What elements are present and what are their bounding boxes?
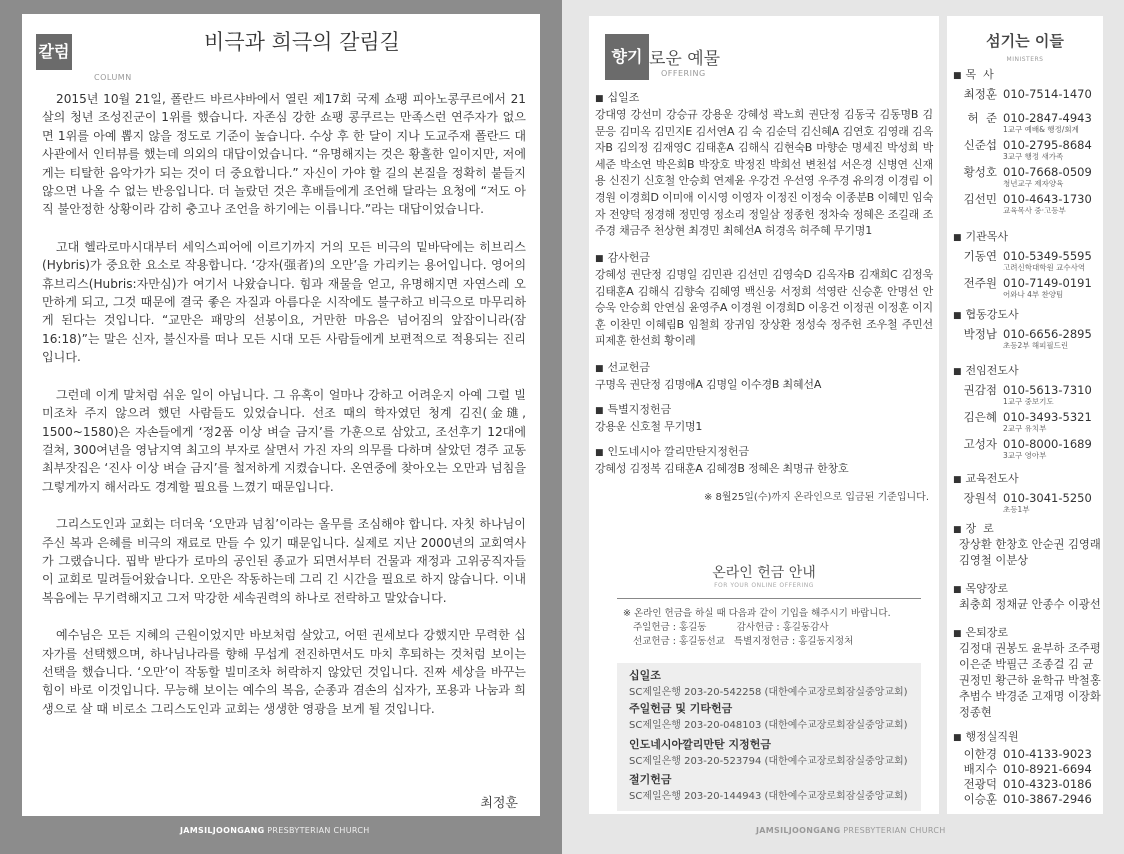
offering-section-tithe <box>595 90 933 240</box>
minister-row <box>953 111 1101 134</box>
online-offering-subtitle: FOR YOUR ONLINE OFFERING <box>714 582 814 589</box>
account-item <box>629 771 908 802</box>
minister-role: 청년교구 제자양육 <box>1003 179 1064 188</box>
minister-phone: 010-4643-1730 <box>1003 192 1092 206</box>
minister-name: 황성호 <box>963 165 997 179</box>
account-item <box>629 700 908 731</box>
section-names: 구명옥 권단정 김명애A 김명일 이수경B 최혜선A <box>595 378 822 391</box>
section-heading: ■ 기관목사 <box>953 230 1101 245</box>
minister-role: 고려신학대학원 교수사역 <box>1003 263 1086 272</box>
column-paragraph: 예수님은 모든 지혜의 근원이었지만 바보처럼 살았고, 어떤 권세보다 강했지만 무력한 십자가를 선택했으며, 하나님나라를 향해 무섭게 전진하면서도 마치 후퇴하는 것처럼 보이는 선택을 했습니다. ‘오만’이 작동할 빌미조차 허락하지 않았던 것입니다. 진짜 세상을 바꾸는 힘이 바로 이것입니다. 무능해 보이는 예수의 복음, 순종과 겸손의 십자가, 포용과 나눔과 희생으로 살 때 비로소 그리스도인과 교회는 생생한 영광을 보게 될 것입니다. <box>42 628 526 716</box>
offering-tag-subtitle: OFFERING <box>661 69 706 78</box>
minister-row <box>953 410 1101 433</box>
ministers-retired-elders <box>953 626 1101 721</box>
offering-title-rest: 로운 예물 <box>649 49 721 69</box>
minister-phone: 010-5613-7310 <box>1003 383 1092 397</box>
minister-row <box>953 87 1101 101</box>
minister-phone: 010-2795-8684 <box>1003 138 1092 152</box>
account-name: 주일헌금 및 기타헌금 <box>629 702 733 715</box>
minister-row <box>953 276 1101 299</box>
minister-name: 장원석 <box>963 491 997 505</box>
account-name: 인도네시아깔리만탄 지정헌금 <box>629 738 771 751</box>
account-name: 절기헌금 <box>629 773 672 786</box>
section-heading: ■ 전임전도사 <box>953 364 1101 379</box>
minister-phone: 010-3041-5250 <box>1003 491 1092 505</box>
minister-row <box>953 383 1101 406</box>
minister-name: 전주원 <box>963 276 997 290</box>
minister-name: 기동연 <box>963 249 997 263</box>
staff-row <box>953 792 1101 806</box>
offering-panel <box>589 16 939 814</box>
column-paragraph: 고대 헬라로마시대부터 세익스피어에 이르기까지 거의 모든 비극의 밑바닥에는 히브리스(Hybris)가 중요한 요소로 작용합니다. ‘강자(强者)의 오만’을 가리키는 용어입니다. 영어의 휴브리스(Hubris:자만심)가 여기서 나왔습니다. 힘과 재물을 얻고, 유명해지면 자연스레 오만하게 되고, 그것 때문에 결국 좋은 자질과 아름다운 시작에도 불구하고 비극으로 마무리하게 된다는 것입니다. “교만은 패망의 선봉이요, 거만한 마음은 넘어짐의 앞잡이니라(잠 16:18)”는 말은 신자, 불신자를 떠나 모든 시대 모든 사람들에게 보편적으로 적용되는 진리입니다. <box>42 239 526 365</box>
ministers-coop <box>953 308 1101 350</box>
minister-name: 고성자 <box>963 437 997 451</box>
minister-row <box>953 165 1101 188</box>
ministers-evangelists <box>953 364 1101 460</box>
staff-name: 배지수 <box>963 762 997 776</box>
online-offering-title: 온라인 헌금 안내 <box>712 565 816 581</box>
section-heading: ■ 특별지정헌금 <box>595 402 933 419</box>
account-name: 십일조 <box>629 669 661 682</box>
offering-section-mission <box>595 360 933 394</box>
minister-phone: 010-5349-5595 <box>1003 249 1092 263</box>
section-names: 강혜성 권단정 김명일 김민관 김선민 김영숙D 김옥자B 김재희C 김정욱 김태훈A 김해식 김향숙 김혜영 백신웅 서정희 석영란 신승훈 안명선 안승욱 안승희 안연심 윤영주A 이경원 이경희D 이옹건 이정권 이정훈 이지훈 이찬민 이혜림B 임철희 장귀임 장상환 정성숙 정주헌 조우철 주민선 피제훈 한선희 황이레 <box>595 268 933 348</box>
ministers-subtitle: MINISTERS <box>1006 56 1044 63</box>
minister-phone: 010-2847-4943 <box>1003 111 1092 125</box>
section-names: 강대영 강선미 강승규 강용운 강혜성 곽노희 권단정 김동국 김동명B 김문응 김미옥 김민지E 김서연A 김 숙 김순덕 김신혜A 김연호 김영래 김옥자B 김의정 김재영C 김태훈A 김해식 김현숙B 마향순 명세진 박성희 박세준 박소연 박은희B 박장호 박정진 박희선 변천섭 서은경 신병연 신재용 신진기 신호철 안승희 연제윤 우강건 우선영 우주경 유의경 이경림 이경원 이경희D 이미애 이시영 이영자 이정진 이정숙 이종분B 이혜민 임숙자 전양덕 정경해 정민영 정소리 정일삼 정종헌 정차숙 정혜은 조길래 조주경 채금주 천상현 최경민 최혜선A 허경옥 허주혜 무기명1 <box>595 108 933 238</box>
minister-row <box>953 327 1101 350</box>
section-heading: ■ 행정실직원 <box>953 730 1101 745</box>
staff-row <box>953 762 1101 776</box>
minister-role: 초등2부 해피필드린 <box>1003 341 1069 350</box>
staff-phone: 010-3867-2946 <box>1003 792 1092 806</box>
minister-name: 허 준 <box>967 111 997 125</box>
ministers-institution <box>953 230 1101 299</box>
section-heading: ■ 협동강도사 <box>953 308 1101 323</box>
section-heading: ■ 은퇴장로 <box>953 626 1101 641</box>
minister-phone: 010-7149-0191 <box>1003 276 1092 290</box>
column-paragraph: 2015년 10월 21일, 폴란드 바르샤바에서 열린 제17회 국제 쇼팽 피아노콩쿠르에서 21살의 청년 조성진군이 1위를 했습니다. 자존심 강한 쇼팽 콩쿠르는 만족스런 연주자가 없으면 1위를 아예 뽑지 않을 정도로 기준이 높습니다. 수상 후 한 달이 지나 도교주재 폴란드 대사관에서 인터뷰를 했는데 의외의 대답이었습니다. “유명해지는 것은 황홀한 일이지만, 저에게는 티탈한 음악가가 되는 것이 더 중요합니다.” 자신이 가야 할 길의 본질을 정확히 붙들지 않으면 나올 수 없는 반응입니다. 더 놀랐던 것은 후배들에게 조언해 달라는 요청에 “저도 아직 불안정한 상황이라 감히 충고나 조언을 하기에는 이릅니다.”라는 대답이었습니다. <box>42 92 526 217</box>
section-heading: ■ 감사헌금 <box>595 250 933 267</box>
minister-role: 초등1부 <box>1003 505 1030 514</box>
account-number[interactable]: SC제일은행 203-20-144943 (대한예수교장로회잠실중앙교회) <box>629 791 908 802</box>
column-paragraph: 그런데 이게 말처럼 쉬운 일이 아닙니다. 그 유혹이 얼마나 강하고 어려운지 아예 그럴 빌미조차 주지 않으려 했던 사람들도 있었습니다. 선조 때의 학자였던 청계 김진(金璡, 1500~1580)은 자손들에게 ‘정2품 이상 벼슬 금지’를 가훈으로 삼았고, 조선후기 12대에 걸쳐, 300여년을 영남지역 최고의 부자로 살면서 가진 자의 의무를 다하며 살았던 경주 교동 최부잣집은 ‘진사 이상 벼슬 금지’를 철저하게 지켰습니다. 온연중에 찾아오는 오만과 넘침을 그렇게까지 해서라도 경계할 필요를 느꼈기 때문입니다. <box>42 387 526 494</box>
section-heading: ■ 교육전도사 <box>953 472 1101 487</box>
offering-tag: 향기 <box>605 34 649 80</box>
staff-row <box>953 747 1101 761</box>
offering-section-indonesia <box>595 444 933 478</box>
minister-row <box>953 192 1101 215</box>
footer-church-light: PRESBYTERIAN CHURCH <box>264 826 370 835</box>
minister-name: 김은혜 <box>963 410 997 424</box>
section-heading: ■ 목양장로 <box>953 582 1101 597</box>
staff-name: 이한경 <box>963 747 997 761</box>
online-offering-notice <box>623 607 891 649</box>
section-heading: ■ 장 로 <box>953 522 1101 537</box>
account-number[interactable]: SC제일은행 203-20-048103 (대한예수교장로회잠실중앙교회) <box>629 720 908 731</box>
minister-phone: 010-3493-5321 <box>1003 410 1092 424</box>
minister-phone: 010-6656-2895 <box>1003 327 1092 341</box>
column-tag: 칼럼 <box>36 34 72 70</box>
column-author: 최정훈 <box>480 796 518 811</box>
ministers-education <box>953 472 1101 514</box>
minister-name: 김선민 <box>963 192 997 206</box>
minister-role: 1교구 중보기도 <box>1003 397 1054 406</box>
divider <box>617 598 921 599</box>
staff-name: 전광덕 <box>963 777 997 791</box>
footer-church-light: PRESBYTERIAN CHURCH <box>840 826 946 835</box>
staff-row <box>953 777 1101 791</box>
footer-church-bold: JAMSILJOONGANG <box>756 826 841 835</box>
column-title: 비극과 희극의 갈림길 <box>204 30 400 54</box>
ministers-title: 섬기는 이들 <box>986 32 1064 50</box>
account-number[interactable]: SC제일은행 203-20-542258 (대한예수교장로회잠실중앙교회) <box>629 687 908 698</box>
ministers-pastors <box>953 68 1101 215</box>
section-heading: ■ 십일조 <box>595 90 933 107</box>
left-footer <box>180 826 370 835</box>
section-heading: ■ 선교헌금 <box>595 360 933 377</box>
ministers-pastoral-elders <box>953 582 1101 613</box>
section-heading: ■ 인도네시아 깔리만탄지정헌금 <box>595 444 933 461</box>
minister-row <box>953 491 1101 514</box>
minister-row <box>953 437 1101 460</box>
retired-elder-names: 김정대 권봉도 윤부하 조주평 이은준 박필근 조종걸 김 균 권정민 황근하 윤학규 박철홍 추범수 박경준 고재명 이장화 정종현 <box>959 642 1101 719</box>
minister-phone: 010-7668-0509 <box>1003 165 1092 179</box>
column-tag-subtitle: COLUMN <box>94 73 132 82</box>
minister-name: 신준섭 <box>963 138 997 152</box>
account-item <box>629 667 908 698</box>
column-body <box>42 90 526 737</box>
staff-phone: 010-4323-0186 <box>1003 777 1092 791</box>
minister-name: 권감점 <box>963 383 997 397</box>
offering-section-thanks <box>595 250 933 350</box>
minister-role: 2교구 유치부 <box>1003 424 1047 433</box>
minister-role: 3교구 영아부 <box>1003 451 1047 460</box>
account-number[interactable]: SC제일은행 203-20-523794 (대한예수교장로회잠실중앙교회) <box>629 756 908 767</box>
minister-row <box>953 249 1101 272</box>
minister-phone: 010-8000-1689 <box>1003 437 1092 451</box>
elder-names: 장상환 한창호 안순권 김영래 김영철 이분상 <box>959 538 1101 567</box>
staff-phone: 010-8921-6694 <box>1003 762 1092 776</box>
section-names: 강혜성 김정복 김태훈A 김혜경B 정혜은 최명규 한창호 <box>595 462 849 475</box>
staff-name: 이승훈 <box>963 792 997 806</box>
section-heading: ■ 목 사 <box>953 68 1101 83</box>
ministers-elders <box>953 522 1101 569</box>
column-paragraph: 그리스도인과 교회는 더더욱 ‘오만과 넘침’이라는 올무를 조심해야 합니다. 자칫 하나님이 주신 복과 은혜를 비극의 재료로 만들 수 있기 때문입니다. 실제로 지난 2000년의 교회역사가 그랬습니다. 핍박 받다가 로마의 공인된 종교가 되면서부터 건물과 재정과 고위공직자들이 교회로 밀려들어왔습니다. 오만은 작동하는데 그리 긴 시간을 필요로 하지 않습니다. 이내 복음에는 무기력해지고 그저 막강한 세속권력의 하나로 전락하고 말았습니다. <box>42 517 526 605</box>
minister-row <box>953 138 1101 161</box>
notice-example-2: 선교헌금 : 홍길동선교 특별지정헌금 : 홍길동지정처 <box>633 636 854 647</box>
right-footer <box>756 826 946 835</box>
minister-name: 박정남 <box>963 327 997 341</box>
minister-phone: 010-7514-1470 <box>1003 87 1092 101</box>
account-item <box>629 736 908 767</box>
offering-note: ※ 8월25일(수)까지 온라인으로 입금된 기준입니다. <box>703 492 929 503</box>
notice-example-1: 주일헌금 : 홍길동 감사헌금 : 홍길동감사 <box>633 622 829 633</box>
minister-role: 어와나 4부 찬양팀 <box>1003 290 1064 299</box>
pastoral-elder-names: 최충희 정채균 안종수 이광선 <box>959 598 1101 611</box>
ministers-panel <box>947 16 1103 814</box>
notice-text: ※ 온라인 헌금을 하실 때 다음과 같이 기입을 해주시기 바랍니다. <box>623 608 891 619</box>
footer-church-bold: JAMSILJOONGANG <box>180 826 265 835</box>
column-page <box>22 14 540 816</box>
minister-role: 교육목사 중·고등부 <box>1003 206 1066 215</box>
minister-role: 1교구 예배& 행정/회계 <box>1003 125 1079 134</box>
ministers-staff <box>953 730 1101 806</box>
section-names: 강용운 신호철 무기명1 <box>595 420 703 433</box>
minister-name: 최정훈 <box>963 87 997 101</box>
staff-phone: 010-4133-9023 <box>1003 747 1092 761</box>
offering-section-special <box>595 402 933 436</box>
minister-role: 3교구 행정 새가족 <box>1003 152 1064 161</box>
